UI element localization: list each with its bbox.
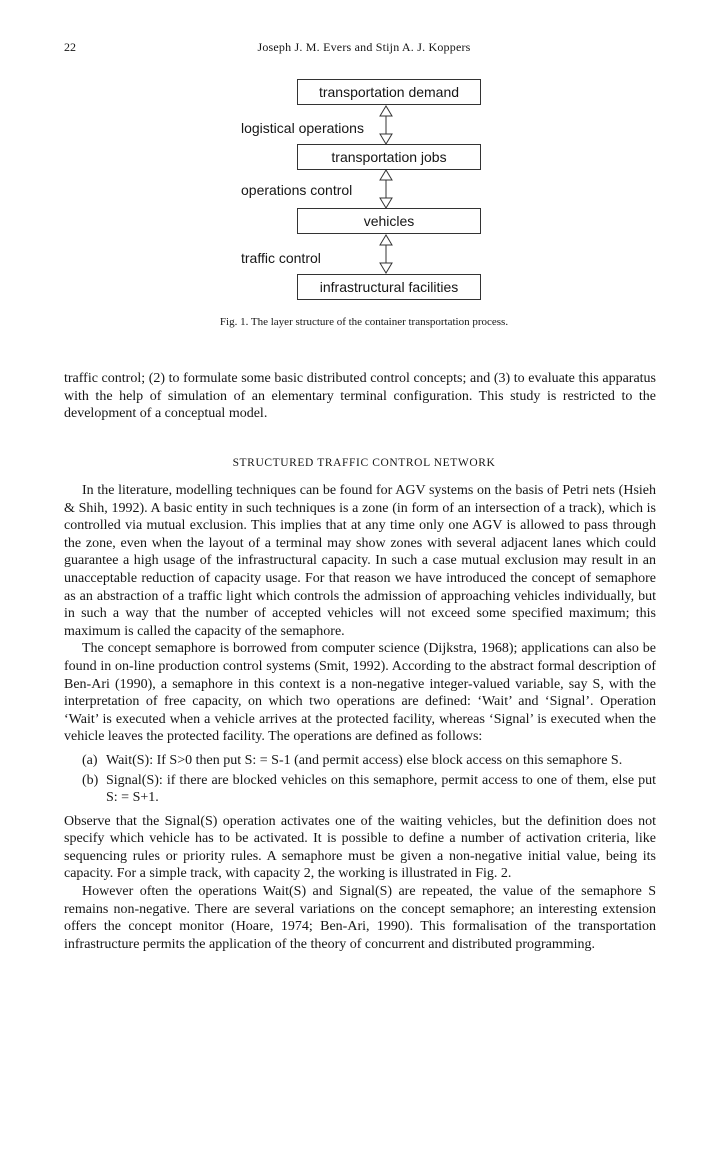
paragraph-4: However often the operations Wait(S) and Signal(S) are repeated, the value of the semaphore S remains non-negative. There are several variations on the concept semaphore; an interesting extension offers the concept monitor (Hoare, 1974; Ben-Ari, 1990). This formalisation of the transportation infrastructure permits the application of the theory of concurrent and distributed programming. [64,884,656,952]
list-item-text: Signal(S): if there are blocked vehicles on this semaphore, permit access to one of them, else put S: = S+1. [106,772,656,806]
paragraph-3: Observe that the Signal(S) operation activates one of the waiting vehicles, but the definition does not specify which vehicle has to be activated. It is possible to define a number of activation criteria, like sequencing rules or priority rules. A semaphore must be given a non-negative initial value, being its capacity. For a simple track, with capacity 2, the working is illustrated in Fig. 2. [64,813,656,882]
intro-text [64,370,656,423]
page-number: 22 [64,40,76,54]
list-item [64,772,656,807]
layer-box-vehicles: vehicles [297,208,481,234]
layer-box-infrastructural-facilities: infrastructural facilities [297,274,481,300]
section-heading: STRUCTURED TRAFFIC CONTROL NETWORK [232,457,496,469]
paragraph-2: The concept semaphore is borrowed from computer science (Dijkstra, 1968); applications can also be found in on-line production control systems (Smit, 1992). According to the abstract formal description of Ben-Ari (1990), a semaphore in this context is a non-negative integer-valued variable, say S, with the interpretation of free capacity, on which two operations are defined: ‘Wait’ and ‘Signal’. Operation ‘Wait’ is executed when a vehicle arrives at the protected facility, whereas ‘Signal’ is executed when the vehicle leaves the protected facility. The operations are defined as follows: [64,641,656,745]
control-label-operations-control: operations control [241,182,353,198]
list-item-label: (a) [82,752,98,768]
list-item-text: Wait(S): If S>0 then put S: = S-1 (and permit access) else block access on this semaphore S. [106,752,623,768]
double-arrow-icon [380,235,392,273]
double-arrow-icon [380,170,392,208]
layer-structure-figure [0,0,728,340]
control-label-traffic-control: traffic control [241,250,321,266]
control-label-logistical-operations: logistical operations [241,120,364,136]
layer-box-transportation-demand: transportation demand [297,79,481,105]
running-head: Joseph J. M. Evers and Stijn A. J. Koppers [257,40,471,54]
list-item [64,752,656,770]
list-item-label: (b) [82,772,99,788]
intro-paragraph: traffic control; (2) to formulate some basic distributed control concepts; and (3) to evaluate this apparatus with the help of simulation of an elementary terminal configuration. This study is restricted to the development of a conceptual model. [64,371,656,422]
paragraph-1: In the literature, modelling techniques can be found for AGV systems on the basis of Petri nets (Hsieh & Shih, 1992). A basic entity in such techniques is a zone (in form of an intersection of a track), which is controlled via mutual exclusion. This implies that at any time only one AGV is allowed to pass through the zone, even when the layout of a terminal may show zones with several adjacent lanes which could guarantee a high usage of the infrastructural capacity. In such a case mutual exclusion may result in an unacceptable reduction of capacity usage. For that reason we have introduced the concept of semaphore as an abstraction of a traffic light which controls the admission of approaching vehicles individually, but in such a way that the number of accepted vehicles will not exceed some specified maximum; this maximum is called the capacity of the semaphore. [64,483,656,639]
operations-list [64,752,656,807]
double-arrow-icon [380,106,392,144]
figure-caption: Fig. 1. The layer structure of the container transportation process. [219,316,509,328]
layer-box-transportation-jobs: transportation jobs [297,144,481,170]
section-body [64,482,656,953]
